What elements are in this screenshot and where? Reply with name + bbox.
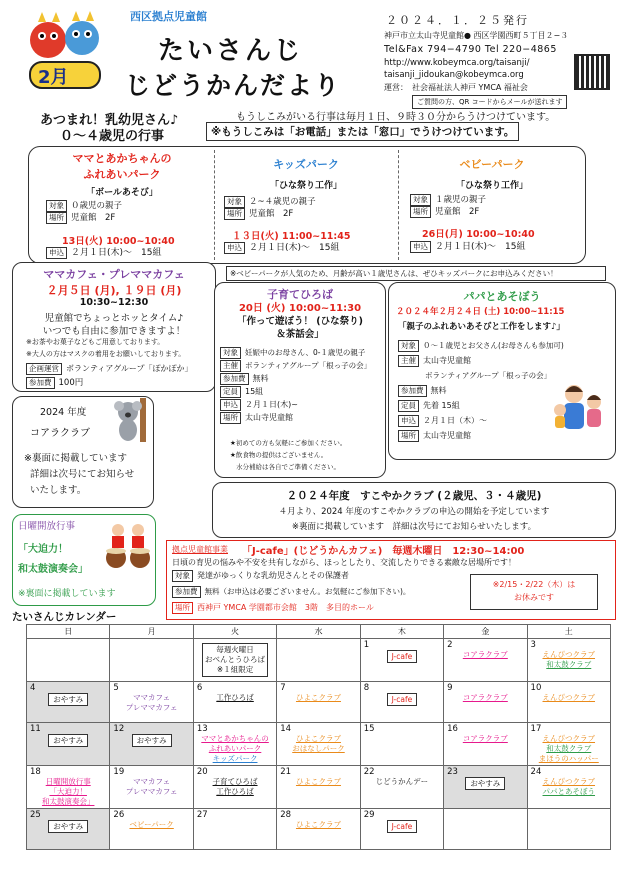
apply-tag: 申込 [398,415,419,427]
program-place: 児童館 2F [435,207,480,217]
calendar-day-cell[interactable] [27,682,110,723]
calendar-day-cell[interactable] [277,639,360,682]
page-title: たいさんじ [158,36,304,66]
calendar-event: コアラクラブ [462,693,508,702]
sukoyaka-line1: ４月より、2024 年度のすこやかクラブの申込の開始を予定しています [278,507,550,517]
apply-method-note: ※もうしこみは「お電話」または「窓口」でうけつけています。 [206,122,519,141]
calendar-date: 21 [280,767,292,777]
calendar-event: えんぴつクラブ [542,693,596,702]
calendar-day-cell[interactable] [110,639,193,682]
calendar-day-cell[interactable] [444,766,527,809]
calendar-day-cell[interactable] [360,766,443,809]
gathering-subheading: ０～４歳児の行事 [60,129,165,144]
program-target: ２~４歳児の親子 [249,197,316,207]
gathering-heading: あつまれ！乳幼児さん♪ [40,113,179,128]
sunday-note: ※裏面に掲載しています [18,589,116,599]
calendar-date: 18 [30,767,41,777]
kosodate-note1: ★初めての方も気軽にご参加ください。 [230,439,347,447]
calendar-date: 22 [363,767,375,777]
calendar-day-header: 日 [27,625,110,639]
kosodate-activity: 「作って遊ぼう！ (ひな祭り) [237,316,363,327]
month-badge: 2月 [38,67,69,88]
jcafe-off-box [470,574,598,610]
calendar-day-cell[interactable] [360,723,443,766]
mamacafe-title: ママカフェ・プレママカフェ [43,268,185,281]
calendar-event: 日曜開放行事 [45,777,91,786]
drum-illustration [102,520,154,570]
jcafe-line1: 日頃の育児の悩みや不安を共有しながら、ほっとしたり、交流したりできる素敵な居場所です！ [172,558,516,567]
mamacafe-line1: 児童館でちょっとホッとタイム♪ [44,313,184,324]
calendar-event: コアラクラブ [462,650,508,659]
calendar-date: 12 [113,724,125,734]
place-tag: 場所 [220,412,241,424]
calendar-day-cell[interactable] [110,766,193,809]
calendar-event: えんぴつクラブ [542,734,596,743]
papa-fee: 無料 [430,386,447,395]
calendar-day-cell[interactable] [527,723,610,766]
calendar-day-cell[interactable] [360,682,443,723]
calendar-day-cell[interactable] [27,639,110,682]
jcafe-title: 「J-cafe」(じどうかんカフェ) 毎週木曜日 12:30~14:00 [242,546,525,557]
program-baby-park [400,156,584,191]
papa-activity: 「親子のふれあいあそびと工作をします♪」 [398,322,565,332]
kosodate-apply: ２月１日(木)~ [245,400,298,409]
calendar-date: 20 [196,767,208,777]
phone: Tel&Fax 794−4790 Tel 220−4865 [384,44,557,55]
calendar-date: 15 [363,724,375,734]
calendar-event: パパとあそぼう [542,787,596,796]
calendar-date: 3 [530,640,536,650]
calendar-day-cell[interactable] [110,723,193,766]
program-title: ベビーパーク [459,158,525,171]
program-datetime: １３日(火) 11:00~11:45 [232,231,351,242]
mamacafe-time: 10:30~12:30 [79,297,149,308]
kosodate-place: 太山寺児童館 [245,413,293,422]
calendar-event: 「大迫力！ [49,787,87,796]
calendar-event: ひよこクラブ [295,820,341,829]
calendar-date: 6 [196,683,203,693]
program-activity: 「ひな祭り工作」 [455,181,528,191]
calendar-day-cell[interactable] [27,809,110,850]
calendar-event: えんぴつクラブ [542,777,596,786]
operator: 運営： 社会福祉法人神戸 YMCA 福祉会 [384,83,528,92]
page-subtitle: じどうかんだより [125,71,342,100]
calendar-event: 和太鼓クラブ [546,660,592,669]
calendar-day-header: 土 [527,625,610,639]
jcafe-place: 西神戸 YMCA 学園都市会館 3階 多目的ホール [197,603,374,612]
papa-host-2: ボランティアグループ「根っ子の会」 [425,371,552,380]
koala-line2: 詳細は次号にてお知らせ [30,469,135,480]
calendar-day-cell[interactable] [444,723,527,766]
kosodate-fee: 無料 [252,374,269,383]
target-tag: 対象 [220,347,241,359]
program-apply: ２月１日(木)～ 15組 [71,248,162,258]
calendar-event: ひよこクラブ [295,734,341,743]
program-target: １歳児の親子 [435,195,487,205]
calendar-event: 毎週火曜日 [216,645,254,654]
apply-tag: 申込 [224,242,245,254]
calendar-date: 4 [30,683,36,693]
calendar-day-cell[interactable] [110,809,193,850]
place-tag: 場所 [398,430,419,442]
fee-tag: 参加費 [26,377,55,389]
apply-tag: 申込 [220,399,241,411]
kosodate-note3: 水分補給は各自でご準備ください。 [236,463,340,471]
calendar-event: J-cafe [387,693,418,706]
program-apply: ２月１日(木)～ 15組 [249,243,340,253]
place-tag: 場所 [410,206,431,218]
program-datetime: 26日(月) 10:00~10:40 [422,229,535,240]
host-tag: 主催 [398,355,419,367]
calendar-date: 11 [30,724,41,734]
calendar-event: まほうのハッパー [538,754,599,763]
calendar-event: ひよこクラブ [295,777,341,786]
calendar-date: 5 [113,683,119,693]
place-tag: 場所 [224,208,245,220]
mamacafe-staff: ボランティアグループ「ぽかぽか」 [66,364,193,373]
calendar-day-cell[interactable] [277,809,360,850]
program-title: ママとあかちゃんの [72,152,172,165]
calendar-date: 25 [30,810,41,820]
calendar-event: ママとあかちゃんの [201,734,269,743]
calendar-event: 和太鼓演奏会」 [41,797,95,806]
mamacafe-dates: ２月５日 (月), １９日 (月) [46,284,182,297]
calendar-event: えんぴつクラブ [542,650,596,659]
calendar-date: 27 [196,810,208,820]
cap-tag: 定員 [220,386,241,398]
calendar-day-cell[interactable] [27,766,110,809]
sunday-line1: 「大迫力！ [18,544,68,555]
fee-tag: 参加費 [220,373,249,385]
calendar-date: 14 [280,724,292,734]
calendar-day-cell[interactable] [27,723,110,766]
fee-tag: 参加費 [172,586,201,598]
calendar-day-header: 月 [110,625,193,639]
calendar-event: おやすみ [48,820,88,833]
kosodate-activity-2: ＆茶話会」 [276,329,324,340]
calendar-event: ベビーパーク [129,820,174,829]
jcafe-target: 発達がゆっくりな乳幼児さんとその保護者 [197,571,349,580]
calendar-date: 9 [447,683,453,693]
calendar-day-cell[interactable] [360,639,443,682]
program-mama-baby [32,150,212,198]
papa-target: ０～１歳児とお父さん(お母さんも参加可) [423,341,564,350]
program-kids-park [216,156,396,191]
koala-line3: いたします。 [30,485,87,496]
mamacafe-fee: 100円 [58,378,84,388]
calendar-event: プレママカフェ [125,787,178,796]
calendar-day-cell[interactable] [277,723,360,766]
kosodate-datetime: 20日 (火) 10:00~11:30 [238,303,362,314]
calendar-day-cell[interactable] [527,809,610,850]
calendar-date: 29 [363,810,375,820]
papa-datetime: ２０２４年２月２４日 (土) 10:00~11:15 [396,307,565,317]
kosodate-title: 子育てひろば [267,288,333,301]
place-tag: 場所 [172,602,193,614]
calendar-day-cell[interactable] [277,766,360,809]
program-title-2: ふれあいパーク [83,168,161,181]
target-tag: 対象 [172,570,193,582]
place-tag: 場所 [46,212,67,224]
program-activity: 「ひな祭り工作」 [269,181,342,191]
jcafe-label: 拠点児童館事業 [172,545,228,554]
target-tag: 対象 [410,194,431,206]
target-tag: 対象 [398,340,419,352]
calendar-date: 24 [530,767,542,777]
calendar-date: 2 [447,640,453,650]
email-link[interactable]: taisanji_jidoukan@kobeymca.org [384,70,524,80]
koala-line1: ※裏面に掲載しています [24,453,127,464]
calendar-event: ママカフェ [133,693,171,702]
calendar-event: プレママカフェ [125,703,178,712]
calendar-day-cell[interactable] [444,809,527,850]
calendar-day-cell[interactable] [193,682,276,723]
mamacafe-note1: ※お茶やお菓子などもご用意しております。 [26,338,165,346]
calendar-title: たいさんじカレンダー [12,611,117,623]
fee-tag: 参加費 [398,385,427,397]
website-link[interactable]: http://www.kobeymca.org/taisanji/ [384,58,530,68]
calendar-day-header: 金 [444,625,527,639]
papa-place: 太山寺児童館 [423,431,471,440]
calendar-event: J-cafe [387,820,418,833]
papa-apply: ２月１日（木）～ [423,416,487,425]
calendar-day-header: 木 [360,625,443,639]
calendar-event: 工作ひろば [216,693,254,702]
calendar-day-header: 火 [193,625,276,639]
calendar-event: J-cafe [387,650,418,663]
calendar-event: おやすみ [48,734,88,747]
koala-year: 2024 年度 [40,407,87,418]
kosodate-target: 妊娠中のお母さん、0-１歳児の親子 [245,348,366,357]
koala-title: コアラクラブ [30,428,90,439]
calendar-day-cell[interactable] [444,682,527,723]
calendar-event: じどうかんデー [375,777,429,786]
calendar-event: おはなしパーク [292,744,345,753]
calendar-date: 26 [113,810,125,820]
calendar-event: おやすみ [465,777,505,790]
calendar-date: 19 [113,767,125,777]
koala-illustration [110,398,150,442]
calendar-event: ふれあいパーク [208,744,262,753]
kosodate-note2: ★飲食物の提供はございません。 [230,451,328,459]
target-tag: 対象 [46,200,67,212]
staff-tag: 企画運営 [26,363,62,375]
mamacafe-line2: いつでも自由に参加できますよ！ [42,326,186,337]
cap-tag: 定員 [398,400,419,412]
program-place: 児童館 2F [71,213,116,223]
sukoyaka-title: ２０２４年度 すこやかクラブ (２歳児、３・４歳児) [286,490,542,502]
calendar-date: 7 [280,683,286,693]
apply-note: もうしこみがいる行事は毎月１日、９時３０分からうけつけています。 [236,112,556,123]
calendar-event: ひよこクラブ [295,693,341,702]
calendar-event: ※１組限定 [216,665,254,674]
calendar-grid [26,624,611,850]
calendar-day-cell[interactable] [277,682,360,723]
sunday-title: 日曜開放行事 [18,521,76,532]
program-datetime: 13日(火) 10:00~10:40 [62,236,175,247]
calendar-event: コアラクラブ [462,734,508,743]
jcafe-off-note2: お休みです [514,593,554,602]
mamacafe-note2: ※大人の方はマスクの着用をお願いしております。 [26,350,186,358]
calendar-date: 10 [530,683,542,693]
qr-note: ご質問の方、QR コードからメールが送れます [412,95,567,109]
calendar-day-cell[interactable] [193,639,276,682]
issue-date: ２０２４．１．２５発行 [386,14,529,27]
calendar-date: 16 [447,724,458,734]
program-target: ０歳児の親子 [71,201,123,211]
calendar-day-cell[interactable] [527,639,610,682]
calendar-day-cell[interactable] [527,766,610,809]
calendar-event: おやすみ [132,734,172,747]
calendar-date: 1 [363,640,370,650]
calendar-day-header: 水 [277,625,360,639]
kosodate-host: ボランティアグループ「根っ子の会」 [245,361,372,370]
address: 神戸市立太山寺児童館● 西区学園西町５丁目２−３ [384,31,569,40]
calendar-event: ママカフェ [133,777,171,786]
papa-cap: 先着 15組 [423,401,460,410]
program-place: 児童館 2F [249,209,294,219]
calendar-date: 13 [196,724,208,734]
program-apply: ２月１日(木)～ 15組 [435,242,526,252]
kosodate-cap: 15組 [245,387,264,396]
calendar-date: 23 [447,767,458,777]
calendar-event: 工作ひろば [216,787,254,796]
calendar-date: 8 [363,683,370,693]
calendar-day-cell[interactable] [444,639,527,682]
sukoyaka-line2: ※裏面に掲載しています 詳細は次号にてお知らせいたします。 [291,522,537,532]
calendar-day-cell[interactable] [110,682,193,723]
calendar-event: 子育てひろば [212,777,258,786]
calendar-event: おやすみ [48,693,88,706]
calendar-day-cell[interactable] [360,809,443,850]
program-title: キッズパーク [273,158,339,171]
calendar-date: 17 [530,724,542,734]
baby-park-note: ※ベビーパークが人気のため、月齢が高い１歳児さんは、ぜひキッズパークにお申込みください！ [226,266,606,281]
family-illustration [552,380,612,436]
jcafe-fee: 無料（お申込は必要ございません。お気軽にご参加下さい)。 [204,587,411,596]
papa-host: 太山寺児童館 [423,356,471,365]
calendar-date: 28 [280,810,292,820]
calendar-day-cell[interactable] [193,723,276,766]
program-activity: 「ボールあそび」 [86,188,158,198]
org-name: 西区拠点児童館 [130,10,207,23]
calendar-event: 和太鼓クラブ [546,744,592,753]
calendar-day-cell[interactable] [193,809,276,850]
target-tag: 対象 [224,196,245,208]
apply-tag: 申込 [46,247,67,259]
apply-tag: 申込 [410,241,431,253]
papa-title: パパとあそぼう [463,290,541,303]
qr-code[interactable] [574,54,610,90]
calendar-day-cell[interactable] [193,766,276,809]
jcafe-off-note1: ※2/15・2/22（木）は [492,580,576,589]
sunday-line2: 和太鼓演奏会」 [18,564,88,575]
host-tag: 主催 [220,360,241,372]
calendar-event: キッズパーク [212,754,258,763]
calendar-day-cell[interactable] [527,682,610,723]
logo-mascots [20,8,118,98]
calendar-event: おべんとうひろば [205,655,266,664]
